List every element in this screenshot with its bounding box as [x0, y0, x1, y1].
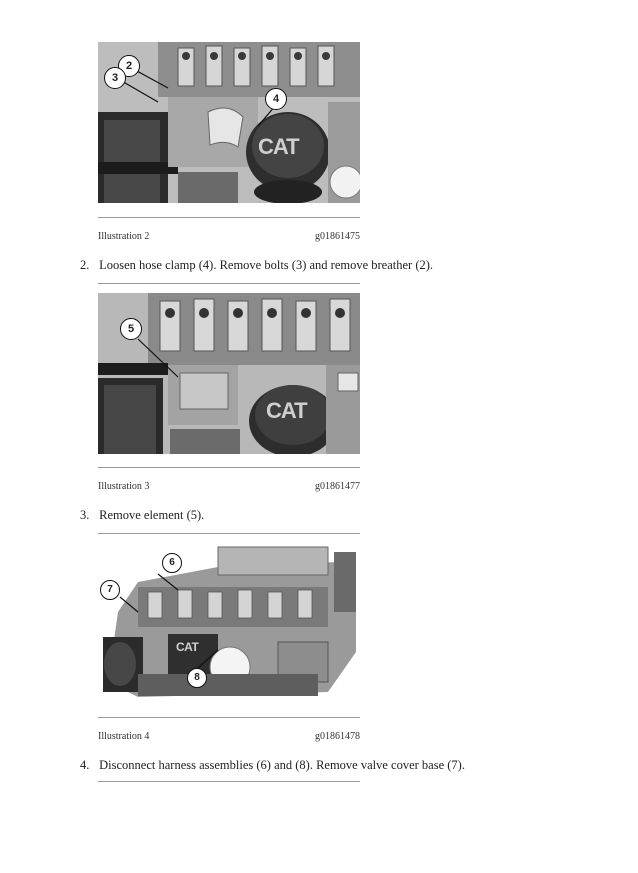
step-text: Remove element (5).: [99, 508, 205, 522]
callout-5: 5: [120, 318, 142, 340]
cat-logo: CAT: [176, 640, 199, 654]
step-number: 2.: [80, 258, 90, 272]
callout-8: 8: [187, 668, 207, 688]
step-number: 3.: [80, 508, 90, 522]
cat-logo: CAT: [258, 134, 299, 159]
caption-label: Illustration 3: [98, 481, 150, 492]
figure-bottom-rule: [98, 717, 360, 718]
callout-6: 6: [162, 553, 182, 573]
step-text: Disconnect harness assemblies (6) and (8). Remove valve cover base (7).: [99, 758, 465, 772]
figure-top-rule: [98, 781, 360, 782]
callout-7: 7: [100, 580, 120, 600]
figure-top-rule: [98, 217, 360, 218]
step-number: 4.: [80, 758, 90, 772]
caption-id: g01861475: [315, 231, 360, 242]
callout-4: 4: [265, 88, 287, 110]
illustration-3-photo: [98, 293, 360, 454]
step-2: [80, 258, 433, 273]
callout-2: 2: [118, 55, 140, 77]
caption-id: g01861478: [315, 731, 360, 742]
figure-top-rule: [98, 283, 360, 284]
step-4: [80, 758, 465, 773]
step-3: [80, 508, 204, 523]
cat-logo: CAT: [266, 398, 307, 423]
caption-label: Illustration 2: [98, 231, 150, 242]
illustration-4-photo: [98, 542, 360, 704]
step-text: Loosen hose clamp (4). Remove bolts (3) and remove breather (2).: [99, 258, 434, 272]
caption-id: g01861477: [315, 481, 360, 492]
figure-bottom-rule: [98, 467, 360, 468]
callout-3: 3: [104, 67, 126, 89]
figure-top-rule: [98, 533, 360, 534]
caption-label: Illustration 4: [98, 731, 150, 742]
